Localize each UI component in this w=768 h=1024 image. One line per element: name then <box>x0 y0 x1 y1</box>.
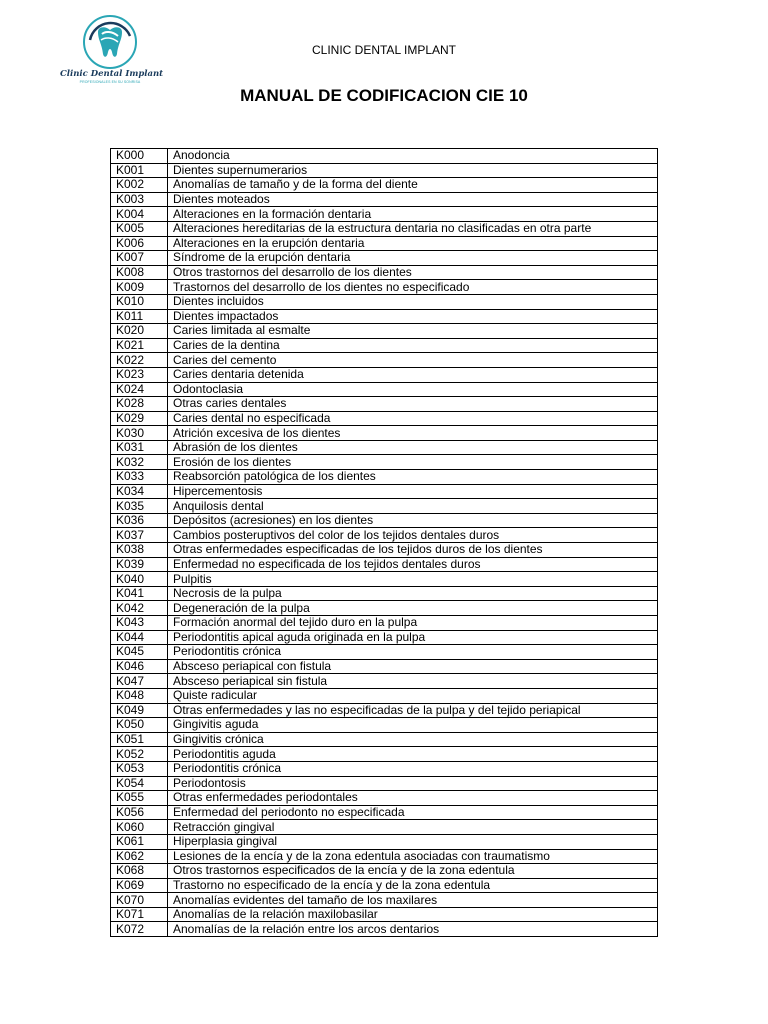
code-cell: K068 <box>111 864 168 879</box>
code-cell: K033 <box>111 470 168 485</box>
description-cell: Depósitos (acresiones) en los dientes <box>168 513 658 528</box>
description-cell: Periodontitis aguda <box>168 747 658 762</box>
code-cell: K003 <box>111 192 168 207</box>
description-cell: Odontoclasia <box>168 382 658 397</box>
table-row <box>111 601 658 616</box>
description-cell: Abrasión de los dientes <box>168 440 658 455</box>
description-cell: Periodontitis crónica <box>168 645 658 660</box>
code-cell: K053 <box>111 761 168 776</box>
table-row <box>111 805 658 820</box>
code-cell: K069 <box>111 878 168 893</box>
code-cell: K046 <box>111 659 168 674</box>
code-cell: K060 <box>111 820 168 835</box>
code-cell: K031 <box>111 440 168 455</box>
code-cell: K001 <box>111 163 168 178</box>
description-cell: Dientes moteados <box>168 192 658 207</box>
code-cell: K055 <box>111 791 168 806</box>
table-row <box>111 791 658 806</box>
table-row <box>111 353 658 368</box>
description-cell: Necrosis de la pulpa <box>168 586 658 601</box>
table-row <box>111 761 658 776</box>
code-cell: K021 <box>111 338 168 353</box>
description-cell: Quiste radicular <box>168 688 658 703</box>
description-cell: Hiperplasia gingival <box>168 834 658 849</box>
description-cell: Anomalías evidentes del tamaño de los maxilares <box>168 893 658 908</box>
table-row <box>111 703 658 718</box>
table-row <box>111 659 658 674</box>
page-title: MANUAL DE CODIFICACION CIE 10 <box>240 86 528 105</box>
code-cell: K011 <box>111 309 168 324</box>
description-cell: Enfermedad no especificada de los tejidos dentales duros <box>168 557 658 572</box>
table-row <box>111 513 658 528</box>
description-cell: Trastornos del desarrollo de los dientes no especificado <box>168 280 658 295</box>
description-cell: Retracción gingival <box>168 820 658 835</box>
code-cell: K049 <box>111 703 168 718</box>
code-cell: K034 <box>111 484 168 499</box>
code-cell: K032 <box>111 455 168 470</box>
code-cell: K037 <box>111 528 168 543</box>
description-cell: Absceso periapical sin fistula <box>168 674 658 689</box>
description-cell: Erosión de los dientes <box>168 455 658 470</box>
code-cell: K048 <box>111 688 168 703</box>
description-cell: Reabsorción patológica de los dientes <box>168 470 658 485</box>
logo-tagline: PROFESIONALES EN SU SONRISA <box>79 80 141 84</box>
table-row <box>111 820 658 835</box>
table-row <box>111 849 658 864</box>
table-row <box>111 397 658 412</box>
description-cell: Síndrome de la erupción dentaria <box>168 251 658 266</box>
table-row <box>111 499 658 514</box>
code-cell: K043 <box>111 616 168 631</box>
description-cell: Otras caries dentales <box>168 397 658 412</box>
table-row <box>111 688 658 703</box>
clinic-name: CLINIC DENTAL IMPLANT <box>311 43 457 57</box>
code-cell: K041 <box>111 586 168 601</box>
table-row <box>111 192 658 207</box>
code-cell: K044 <box>111 630 168 645</box>
code-cell: K071 <box>111 907 168 922</box>
description-cell: Periodontitis crónica <box>168 761 658 776</box>
codes-table-body <box>111 149 658 937</box>
table-row <box>111 470 658 485</box>
code-cell: K051 <box>111 732 168 747</box>
code-cell: K062 <box>111 849 168 864</box>
description-cell: Dientes incluidos <box>168 294 658 309</box>
table-row <box>111 645 658 660</box>
code-cell: K052 <box>111 747 168 762</box>
table-row <box>111 528 658 543</box>
description-cell: Absceso periapical con fistula <box>168 659 658 674</box>
code-cell: K022 <box>111 353 168 368</box>
code-cell: K054 <box>111 776 168 791</box>
description-cell: Caries del cemento <box>168 353 658 368</box>
table-row <box>111 294 658 309</box>
code-cell: K038 <box>111 543 168 558</box>
code-cell: K072 <box>111 922 168 937</box>
description-cell: Anodoncia <box>168 149 658 164</box>
table-row <box>111 893 658 908</box>
code-cell: K005 <box>111 221 168 236</box>
description-cell: Otros trastornos especificados de la encía y de la zona edentula <box>168 864 658 879</box>
table-row <box>111 236 658 251</box>
table-row <box>111 616 658 631</box>
logo-name: Clinic Dental Implant <box>60 69 164 79</box>
description-cell: Gingivitis crónica <box>168 732 658 747</box>
description-cell: Otras enfermedades y las no especificadas de la pulpa y del tejido periapical <box>168 703 658 718</box>
table-row <box>111 922 658 937</box>
code-cell: K056 <box>111 805 168 820</box>
description-cell: Trastorno no especificado de la encía y de la zona edentula <box>168 878 658 893</box>
table-row <box>111 674 658 689</box>
code-cell: K010 <box>111 294 168 309</box>
code-cell: K035 <box>111 499 168 514</box>
code-cell: K061 <box>111 834 168 849</box>
table-row <box>111 543 658 558</box>
table-row <box>111 411 658 426</box>
table-row <box>111 309 658 324</box>
description-cell: Caries de la dentina <box>168 338 658 353</box>
description-cell: Lesiones de la encía y de la zona edentula asociadas con traumatismo <box>168 849 658 864</box>
code-cell: K045 <box>111 645 168 660</box>
table-row <box>111 557 658 572</box>
description-cell: Periodontitis apical aguda originada en la pulpa <box>168 630 658 645</box>
code-cell: K023 <box>111 367 168 382</box>
code-cell: K007 <box>111 251 168 266</box>
description-cell: Degeneración de la pulpa <box>168 601 658 616</box>
table-row <box>111 265 658 280</box>
table-row <box>111 776 658 791</box>
table-row <box>111 878 658 893</box>
description-cell: Alteraciones en la formación dentaria <box>168 207 658 222</box>
table-row <box>111 178 658 193</box>
table-row <box>111 834 658 849</box>
table-row <box>111 455 658 470</box>
table-row <box>111 484 658 499</box>
code-cell: K050 <box>111 718 168 733</box>
description-cell: Otras enfermedades especificadas de los tejidos duros de los dientes <box>168 543 658 558</box>
code-cell: K020 <box>111 324 168 339</box>
description-cell: Anomalías de la relación maxilobasilar <box>168 907 658 922</box>
cie10-codes-table <box>110 148 658 937</box>
description-cell: Alteraciones hereditarias de la estructura dentaria no clasificadas en otra parte <box>168 221 658 236</box>
code-cell: K000 <box>111 149 168 164</box>
code-cell: K002 <box>111 178 168 193</box>
table-row <box>111 747 658 762</box>
code-cell: K042 <box>111 601 168 616</box>
description-cell: Hipercementosis <box>168 484 658 499</box>
table-row <box>111 163 658 178</box>
table-row <box>111 280 658 295</box>
code-cell: K030 <box>111 426 168 441</box>
table-row <box>111 221 658 236</box>
description-cell: Caries limitada al esmalte <box>168 324 658 339</box>
table-row <box>111 338 658 353</box>
code-cell: K008 <box>111 265 168 280</box>
code-cell: K029 <box>111 411 168 426</box>
description-cell: Cambios posteruptivos del color de los tejidos dentales duros <box>168 528 658 543</box>
code-cell: K070 <box>111 893 168 908</box>
table-row <box>111 864 658 879</box>
description-cell: Gingivitis aguda <box>168 718 658 733</box>
table-row <box>111 718 658 733</box>
code-cell: K006 <box>111 236 168 251</box>
description-cell: Atrición excesiva de los dientes <box>168 426 658 441</box>
table-row <box>111 426 658 441</box>
description-cell: Anquilosis dental <box>168 499 658 514</box>
table-row <box>111 324 658 339</box>
description-cell: Dientes supernumerarios <box>168 163 658 178</box>
description-cell: Otros trastornos del desarrollo de los dientes <box>168 265 658 280</box>
table-row <box>111 440 658 455</box>
table-row <box>111 382 658 397</box>
description-cell: Otras enfermedades periodontales <box>168 791 658 806</box>
table-row <box>111 630 658 645</box>
code-cell: K024 <box>111 382 168 397</box>
description-cell: Anomalías de tamaño y de la forma del diente <box>168 178 658 193</box>
description-cell: Formación anormal del tejido duro en la pulpa <box>168 616 658 631</box>
code-cell: K039 <box>111 557 168 572</box>
table-row <box>111 732 658 747</box>
table-row <box>111 367 658 382</box>
table-row <box>111 251 658 266</box>
table-row <box>111 149 658 164</box>
table-row <box>111 207 658 222</box>
code-cell: K036 <box>111 513 168 528</box>
tooth-logo-icon <box>60 14 160 70</box>
code-cell: K004 <box>111 207 168 222</box>
code-cell: K040 <box>111 572 168 587</box>
description-cell: Anomalías de la relación entre los arcos dentarios <box>168 922 658 937</box>
code-cell: K028 <box>111 397 168 412</box>
description-cell: Alteraciones en la erupción dentaria <box>168 236 658 251</box>
description-cell: Periodontosis <box>168 776 658 791</box>
table-row <box>111 586 658 601</box>
description-cell: Caries dentaria detenida <box>168 367 658 382</box>
code-cell: K047 <box>111 674 168 689</box>
description-cell: Dientes impactados <box>168 309 658 324</box>
code-cell: K009 <box>111 280 168 295</box>
description-cell: Pulpitis <box>168 572 658 587</box>
table-row <box>111 907 658 922</box>
description-cell: Caries dental no especificada <box>168 411 658 426</box>
table-row <box>111 572 658 587</box>
description-cell: Enfermedad del periodonto no especificada <box>168 805 658 820</box>
